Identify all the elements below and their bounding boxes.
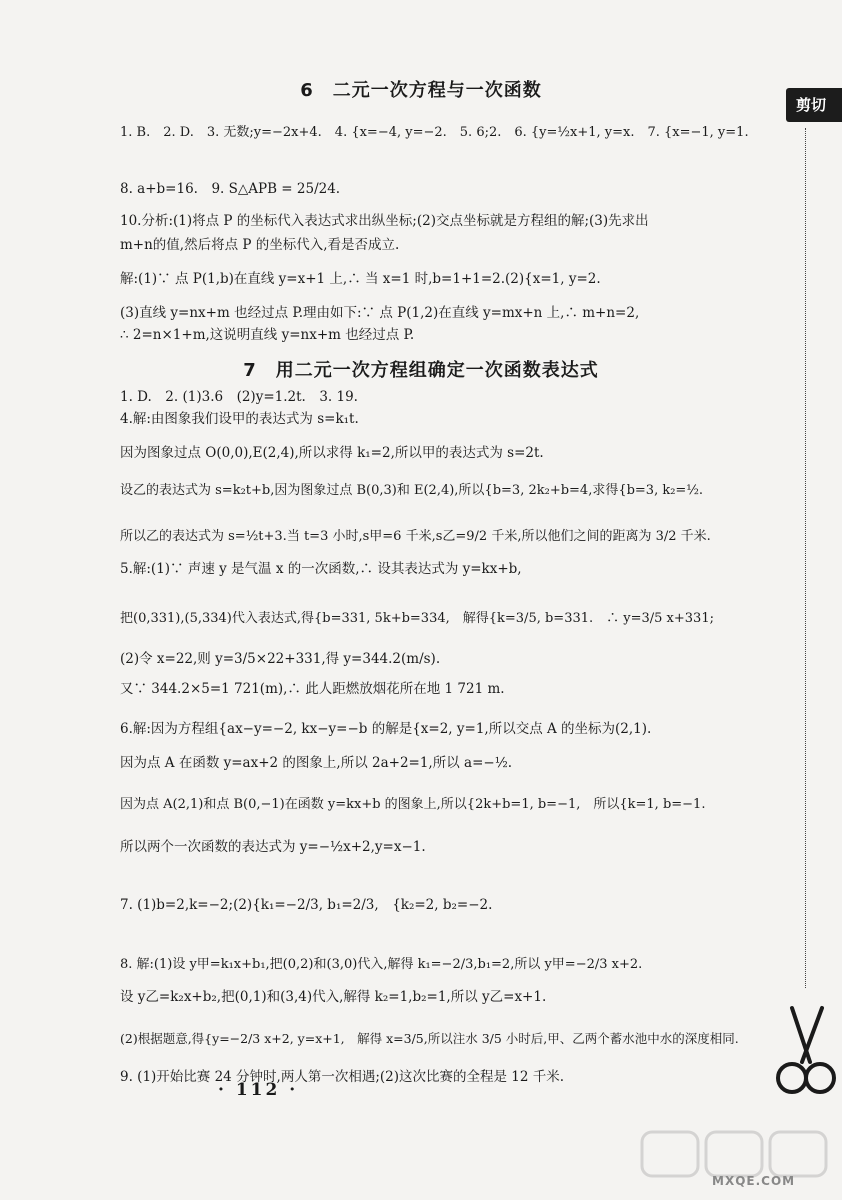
- answer-line: 7. (1)b=2,k=−2;(2){k₁=−2/3, b₁=2/3, {k₂=2, b₂=−2.: [120, 897, 493, 913]
- answer-line: 1. D. 2. (1)3.6 (2)y=1.2t. 3. 19.: [120, 389, 358, 405]
- answer-line: 因为点 A(2,1)和点 B(0,−1)在函数 y=kx+b 的图象上,所以{2k+b=1, b=−1, 所以{k=1, b=−1.: [120, 797, 706, 812]
- answer-line: 解:(1)∵ 点 P(1,b)在直线 y=x+1 上,∴ 当 x=1 时,b=1+1=2.(2){x=1, y=2.: [120, 271, 601, 287]
- answer-line: (3)直线 y=nx+m 也经过点 P.理由如下:∵ 点 P(1,2)在直线 y=mx+n 上,∴ m+n=2,: [120, 305, 640, 321]
- answer-line: 4.解:由图象我们设甲的表达式为 s=k₁t.: [120, 411, 359, 427]
- answer-line: ∴ 2=n×1+m,这说明直线 y=nx+m 也经过点 P.: [120, 327, 415, 343]
- answer-line: 10.分析:(1)将点 P 的坐标代入表达式求出纵坐标;(2)交点坐标就是方程组的解;(3)先求出: [120, 213, 649, 229]
- answer-line: 5.解:(1)∵ 声速 y 是气温 x 的一次函数,∴ 设其表达式为 y=kx+b,: [120, 561, 522, 577]
- answer-line: m+n的值,然后将点 P 的坐标代入,看是否成立.: [120, 237, 400, 253]
- answer-line: 设乙的表达式为 s=k₂t+b,因为图象过点 B(0,3)和 E(2,4),所以{b=3, 2k₂+b=4,求得{b=3, k₂=½.: [120, 483, 704, 498]
- page-number: · 112 ·: [218, 1080, 299, 1100]
- cut-tab-label: 剪切: [786, 88, 842, 122]
- cut-line: [805, 128, 806, 988]
- watermark-url: MXQE.COM: [712, 1174, 796, 1188]
- answer-line: 6.解:因为方程组{ax−y=−2, kx−y=−b 的解是{x=2, y=1,所以交点 A 的坐标为(2,1).: [120, 721, 652, 737]
- answer-line: 所以两个一次函数的表达式为 y=−½x+2,y=x−1.: [120, 839, 426, 855]
- answer-line: 8. a+b=16. 9. S△APB = 25/24.: [120, 181, 341, 197]
- answer-line: 因为图象过点 O(0,0),E(2,4),所以求得 k₁=2,所以甲的表达式为 s=2t.: [120, 445, 544, 461]
- answer-line: 8. 解:(1)设 y甲=k₁x+b₁,把(0,2)和(3,0)代入,解得 k₁=−2/3,b₁=2,所以 y甲=−2/3 x+2.: [120, 957, 643, 972]
- section-7-title: 7 用二元一次方程组确定一次函数表达式: [243, 360, 599, 381]
- answer-line: (2)令 x=22,则 y=3/5×22+331,得 y=344.2(m/s).: [120, 651, 441, 667]
- answer-line: 又∵ 344.2×5=1 721(m),∴ 此人距燃放烟花所在地 1 721 m.: [120, 681, 505, 697]
- answer-line: 1. B. 2. D. 3. 无数;y=−2x+4. 4. {x=−4, y=−2. 5. 6;2. 6. {y=½x+1, y=x. 7. {x=−1, y=1.: [120, 125, 749, 140]
- answer-line: 把(0,331),(5,334)代入表达式,得{b=331, 5k+b=334, 解得{k=3/5, b=331. ∴ y=3/5 x+331;: [120, 611, 714, 626]
- section-6-title: 6 二元一次方程与一次函数: [300, 80, 542, 101]
- answer-line: 9. (1)开始比赛 24 分钟时,两人第一次相遇;(2)这次比赛的全程是 12 千米.: [120, 1069, 565, 1085]
- answer-line: 所以乙的表达式为 s=½t+3.当 t=3 小时,s甲=6 千米,s乙=9/2 千米,所以他们之间的距离为 3/2 千米.: [120, 529, 711, 544]
- answer-line: (2)根据题意,得{y=−2/3 x+2, y=x+1, 解得 x=3/5,所以注水 3/5 小时后,甲、乙两个蓄水池中水的深度相同.: [120, 1031, 739, 1046]
- answer-line: 设 y乙=k₂x+b₂,把(0,1)和(3,4)代入,解得 k₂=1,b₂=1,所以 y乙=x+1.: [120, 989, 547, 1005]
- scissors-icon: [770, 1000, 840, 1100]
- answer-line: 因为点 A 在函数 y=ax+2 的图象上,所以 2a+2=1,所以 a=−½.: [120, 755, 513, 771]
